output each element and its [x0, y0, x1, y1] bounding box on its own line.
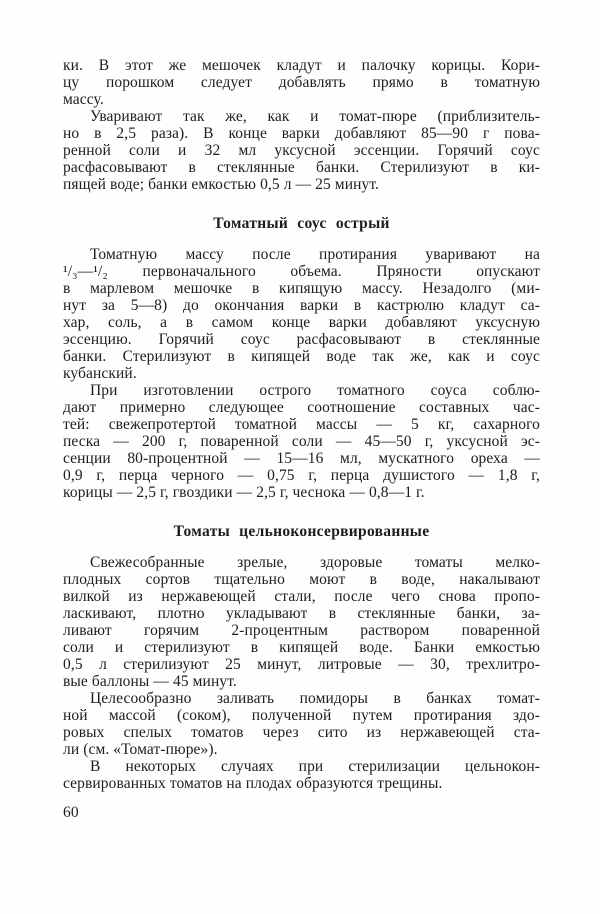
paragraph [63, 108, 540, 193]
text-line: вые баллоны — 45 минут. [63, 673, 237, 690]
text-line: ли (см. «Томат-пюре»). [63, 741, 218, 758]
text-line: В некоторых случаях при стерилизации цельнокон- [90, 758, 540, 775]
text-line: сервированных томатов на плодах образуются трещины. [63, 775, 443, 792]
paragraph [63, 246, 540, 382]
paragraph [63, 554, 540, 690]
paragraph [63, 690, 540, 758]
text-line: Томатную массу после протирания уваривают на [90, 246, 540, 263]
text-line: но в 2,5 раза). В конце варки добавляют 85—90 г пова- [63, 125, 540, 142]
text-line: банки. Стерилизуют в кипящей воде так же, как и соус [63, 348, 540, 365]
text-line: 0,9 г, перца черного — 0,75 г, перца душистого — 1,8 г, [63, 467, 540, 484]
text-line: тей: свежепротертой томатной массы — 5 кг, сахарного [63, 416, 540, 433]
text-line: массу. [63, 91, 104, 108]
paragraph [63, 382, 540, 501]
paragraph [63, 57, 540, 108]
text-line: ¹/₃—¹/₂ первоначального объема. Пряности опускают [63, 263, 540, 280]
text-line: Уваривают так же, как и томат-пюре (приблизитель- [90, 108, 540, 125]
text-line: плодных сортов тщательно моют в воде, накалывают [63, 571, 540, 588]
page-text [63, 57, 540, 821]
text-line: ровых спелых томатов через сито из нержавеющей ста- [63, 724, 540, 741]
text-line: При изготовлении острого томатного соуса соблю- [90, 382, 540, 399]
text-line: ной массой (соком), полученной путем протирания здо- [63, 707, 540, 724]
text-line: сенции 80-процентной — 15—16 мл, мускатного ореха — [63, 450, 540, 467]
page-number: 60 [63, 804, 79, 821]
section-heading: Томатный соус острый [213, 215, 390, 232]
text-line: расфасовывают в стеклянные банки. Стерилизуют в ки- [63, 159, 540, 176]
text-line: цу порошком следует добавлять прямо в томатную [63, 74, 540, 91]
text-line: Целесообразно заливать помидоры в банках томат- [90, 690, 540, 707]
text-line: в марлевом мешочке в кипящую массу. Незадолго (ми- [63, 280, 540, 297]
paragraph [63, 758, 540, 792]
text-line: кубанский. [63, 365, 137, 382]
text-line: корицы — 2,5 г, гвоздики — 2,5 г, чеснока — 0,8—1 г. [63, 484, 425, 501]
text-line: хар, соль, а в самом конце варки добавляют уксусную [63, 314, 540, 331]
text-line: дают примерно следующее соотношение составных час- [63, 399, 540, 416]
text-line: вилкой из нержавеющей стали, после чего снова пропо- [63, 588, 540, 605]
text-line: нут за 5—8) до окончания варки в кастрюлю кладут са- [63, 297, 540, 314]
text-line: песка — 200 г, поваренной соли — 45—50 г, уксусной эс- [63, 433, 540, 450]
text-line: эссенцию. Горячий соус расфасовывают в стеклянные [63, 331, 540, 348]
text-line: пящей воде; банки емкостью 0,5 л — 25 минут. [63, 176, 380, 193]
text-line: соли и стерилизуют в кипящей воде. Банки емкостью [63, 639, 540, 656]
text-line: ласкивают, плотно укладывают в стеклянные банки, за- [63, 605, 540, 622]
text-line: Свежесобранные зрелые, здоровые томаты мелко- [90, 554, 540, 571]
text-line: ливают горячим 2-процентным раствором поваренной [63, 622, 540, 639]
text-line: ренной соли и 32 мл уксусной эссенции. Горячий соус [63, 142, 540, 159]
text-line: 0,5 л стерилизуют 25 минут, литровые — 30, трехлитро- [63, 656, 540, 673]
text-line: ки. В этот же мешочек кладут и палочку корицы. Кори- [63, 57, 540, 74]
section-heading: Томаты цельноконсервированные [173, 523, 430, 540]
